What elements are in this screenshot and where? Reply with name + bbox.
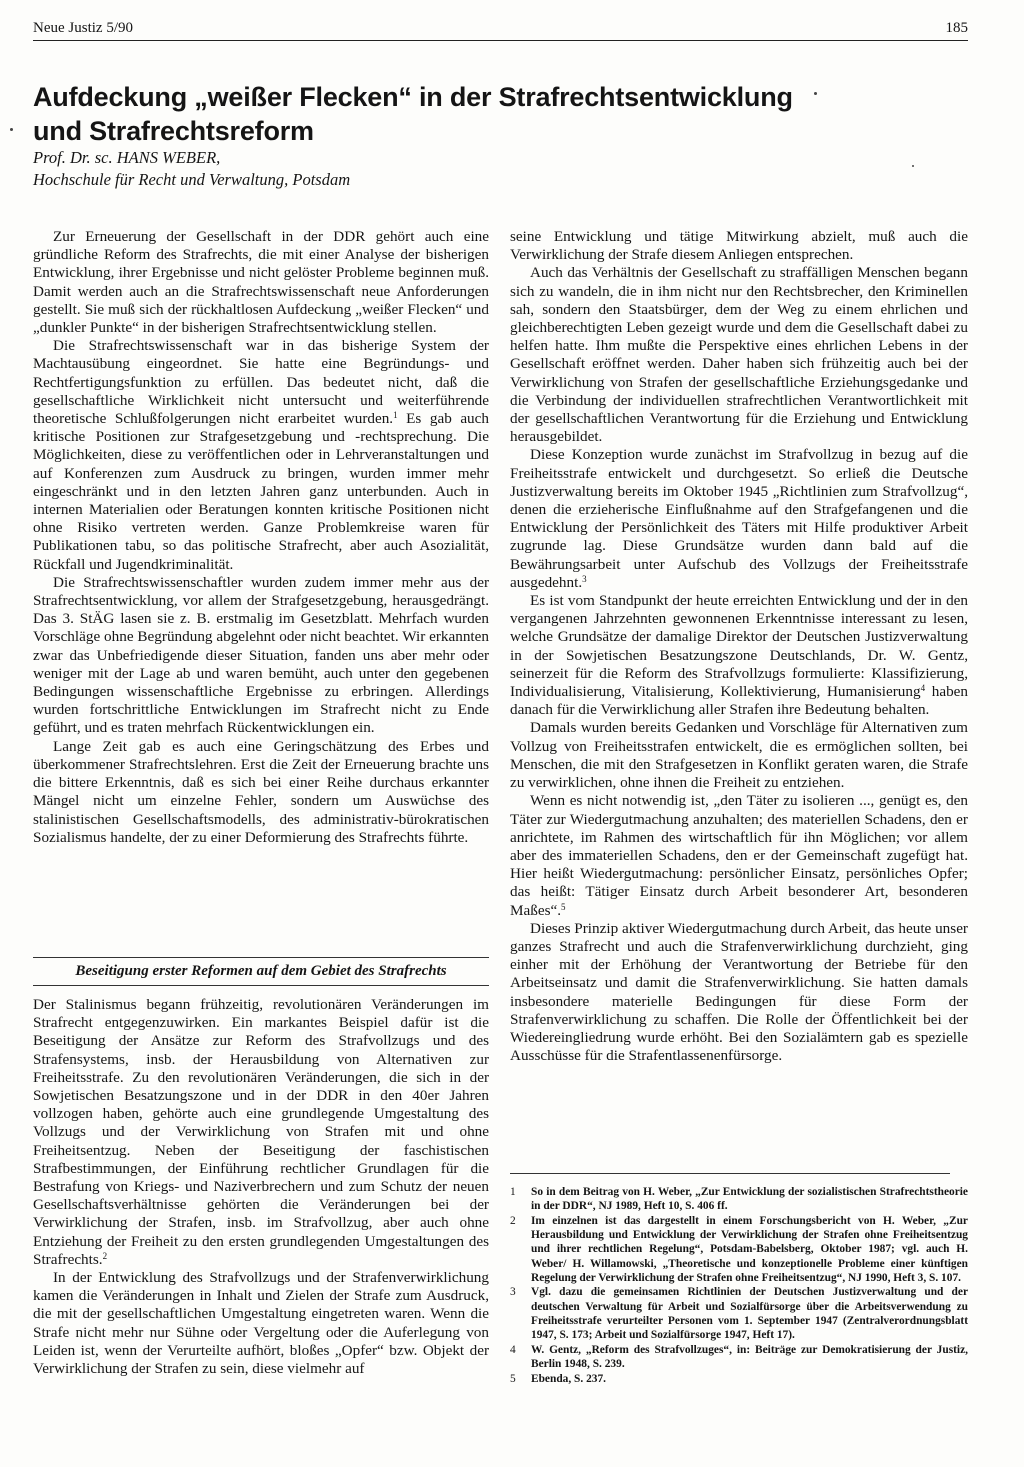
footnote-rule (510, 1173, 950, 1174)
paragraph: Dieses Prinzip aktiver Wiedergutmachung durch Arbeit, das heute unser ganzes Strafrecht und auch die Strafenverwirklichung durchzieht, ging einher mit der Erhöhung der Verantwortung der Betriebe für den Arbeitseinsatz und damit die Strafenverwirklichung. Sie hatten damals insbesondere materielle Bedingungen für diese Form der Strafenverwirklichung zu schaffen. Die Rolle der Öffentlichkeit bei der Wiedereingliedrung wurde erhöht. Bei den Sozialämtern gab es spezielle Ausschüsse für die Strafentlassenenfürsorge. (510, 919, 968, 1065)
scan-speck (912, 165, 914, 167)
page-number: 185 (945, 20, 968, 36)
footnote-ref: 5 (561, 901, 566, 912)
footnote-ref: 4 (920, 683, 926, 694)
paragraph: Der Stalinismus begann frühzeitig, revolutionären Veränderungen im Strafrecht entgegenzuwirken. Ein markantes Beispiel dafür ist die Beseitigung der Ansätze zur Reform des Strafvollzugs und des Strafensystems, insb. der Herausbildung von Alternativen zur Freiheitsstrafe. Zu den revolutionären Veränderungen, die sich in der Sowjetischen Besatzungszone und in der DDR in den 40er Jahren vollzogen haben, gehörte auch eine grundlegende Umgestaltung des Vollzugs und der Verwirklichung von Strafen mit und ohne Freiheitsentzug. Neben der Beseitigung der faschistischen Strafbestimmungen, der Einführung rechtlicher Grundlagen für die Bestrafung von Kriegs- und Naziverbrechern und zum Schutz der neuen Gesellschaftsverhältnisse gehörten die Veränderungen bei der Verwirklichung der Strafen, insb. im Strafvollzug, aber auch ohne Entziehung der Freiheit zu den ersten grundlegenden Umgestaltungen des Strafrechts.$^2$ (33, 996, 489, 1268)
left-column-bottom (33, 996, 489, 1378)
footnote-ref: 2 (102, 1250, 108, 1261)
article-title (33, 80, 933, 148)
footnote-ref: 1 (393, 410, 398, 421)
paragraph: Wenn es nicht notwendig ist, „den Täter zu isolieren ..., genügt es, den Täter zur Wiedergutmachung anzuhalten; des materiellen Schadens, den er anrichtete, im Rahmen des wirtschaftlich für ihn Möglichen; vor allem aber des immateriellen Schadens, den er der Gemeinschaft zugefügt hat. Hier heißt Wiedergutmachung: persönlicher Einsatz, persönliches Opfer; das heißt: Tätiger Einsatz durch Arbeit besonderer Art, besonderen Maßes“.$^5$ (510, 792, 968, 919)
title-line-2: und Strafrechtsreform (33, 116, 314, 146)
paragraph: Lange Zeit gab es auch eine Geringschätzung des Erbes und überkommener Strafrechtslehren. Erst die Zeit der Erneuerung brachte uns die bittere Erkenntnis, daß es sich bei einer Reihe durchaus erkannter Mängel nicht um einzelne Fehler, sondern um Auswüchse des stalinistischen Gesellschaftsmodells, des administrativ-bürokratischen Sozialismus handelte, der zu einer Deformierung des Strafrechts führte. (33, 737, 489, 846)
footnote: 1 So in dem Beitrag von H. Weber, „Zur Entwicklung der sozialistischen Strafrechtstheorie in der DDR“, NJ 1989, Heft 10, S. 406 ff. (510, 1186, 968, 1213)
left-column-top (33, 228, 489, 847)
author-block (33, 147, 733, 191)
author-affiliation: Hochschule für Recht und Verwaltung, Potsdam (33, 170, 351, 189)
paragraph: Damals wurden bereits Gedanken und Vorschläge für Alternativen zum Vollzug von Freiheitsstrafen entwickelt, die es ermöglichen sollten, bei Menschen, die mit den Strafgesetzen in Konflikt geraten waren, die Strafe zu verwirklichen, ohne ihnen die Freiheit zu entziehen. (510, 719, 968, 792)
paragraph: In der Entwicklung des Strafvollzugs und der Strafenverwirklichung kamen die Veränderungen in Inhalt und Zielen der Strafe zum Ausdruck, die mit der gesellschaftlichen Umgestaltung eingetreten waren. Wenn die Strafe nicht mehr nur Sühne oder Vergeltung oder die Auferlegung von Leiden ist, wenn der Verurteilte aufhört, bloßes „Opfer“ bzw. Objekt der Verwirklichung der Strafen zu sein, diese vielmehr auf (33, 1269, 489, 1378)
journal-issue: Neue Justiz 5/90 (33, 20, 133, 36)
footnote: 5 Ebenda, S. 237. (510, 1372, 607, 1385)
title-line-1: Aufdeckung „weißer Flecken“ in der Strafrechtsentwicklung (33, 82, 793, 112)
section-heading: Beseitigung erster Reformen auf dem Gebiet des Strafrechts (33, 957, 489, 986)
scan-speck (10, 128, 13, 131)
paragraph: Diese Konzeption wurde zunächst im Strafvollzug in bezug auf die Freiheitsstrafe entwickelt und durchgesetzt. So erließ die Deutsche Justizverwaltung bereits im Oktober 1945 „Richtlinien zum Strafvollzug“, denen die erzieherische Einflußnahme auf den Strafgefangenen und die Entwicklung der Persönlichkeit des Täters mit Hilfe produktiver Arbeit zugrunde lag. Diese Grundsätze wurden dann bald auf die Bewährungsarbeit unter Aufschub des Vollzugs der Freiheitsstrafe ausgedehnt.$^3$ (510, 446, 968, 591)
footnote: 4 W. Gentz, „Reform des Strafvollzuges“, in: Beiträge zur Demokratisierung der Justiz, Berlin 1948, S. 239. (510, 1343, 968, 1370)
paragraph: seine Entwicklung und tätige Mitwirkung abzielt, muß auch die Verwirklichung der Strafe diesem Anliegen entsprechen. (510, 228, 968, 264)
right-column (510, 228, 968, 1065)
scan-speck (814, 92, 817, 95)
running-header (33, 20, 968, 41)
paragraph: Die Strafrechtswissenschaft war in das bisherige System der Machtausübung eingeordnet. Sie hatte eine Begründungs- und Rechtfertigungsfunktion zu erfüllen. Das bedeutet nicht, daß die gesellschaftliche Wirklichkeit nicht untersucht und weiterführende theoretische Schlußfolgerungen nicht erarbeitet wurden.$^1$ Es gab auch kritische Positionen zur Strafgesetzgebung und -rechtsprechung. Die Möglichkeiten, diese zu veröffentlichen oder in Lehrveranstaltungen und auf Konferenzen zum Ausdruck zu bringen, wurden immer mehr eingeschränkt und in den letzten Jahren ganz unterbunden. Auch in internen Materialien oder Beratungen konnten kritische Positionen nicht ohne Risiko vertreten werden. Ganze Problemkreise waren für Publikationen tabu, so das politische Strafrecht, aber auch Asozialität, Rückfall und Jugendkriminalität. (33, 337, 489, 573)
footnote: 3 Vgl. dazu die gemeinsamen Richtlinien der Deutschen Justizverwaltung und der deutschen Verwaltung für Arbeit und Sozialfürsorge über die Arbeitsverwendung zu Freiheitsstrafe verurteilter Personen vom 1. September 1947 (Zentralverordnungsblatt 1947, S. 173; Arbeit und Sozialfürsorge 1947, Heft 17). (510, 1286, 968, 1342)
paragraph: Zur Erneuerung der Gesellschaft in der DDR gehört auch eine gründliche Reform des Strafrechts, die mit einer Analyse der bisherigen Entwicklung, ihrer Ergebnisse und nicht gelöster Probleme beginnen muß. Damit werden auch an die Strafrechtswissenschaft neue Anforderungen gestellt. Sie muß sich der rückhaltlosen Aufdeckung „weißer Flecken“ und „dunkler Punkte“ in der bisherigen Strafrechtsentwicklung stellen. (33, 228, 489, 337)
author-name: Prof. Dr. sc. HANS WEBER, (33, 148, 221, 167)
paragraph: Es ist vom Standpunkt der heute erreichten Entwicklung und der in den vergangenen Jahrzehnten gewonnenen Erkenntnisse interessant zu lesen, welche Grundsätze der damalige Direktor der Deutschen Justizverwaltung in der Sowjetischen Besatzungszone Deutschlands, Dr. W. Gentz, seinerzeit für die Reform des Strafvollzugs formulierte: Klassifizierung, Individualisierung, Vitalisierung, Kollektivierung, Humanisierung$^4$ haben danach für die Verwirklichung aller Strafen ihre Bedeutung behalten. (510, 592, 968, 719)
paragraph: Auch das Verhältnis der Gesellschaft zu straffälligen Menschen begann sich zu wandeln, die in ihm nicht nur den Rechtsbrecher, den Kriminellen sah, sondern den Staatsbürger, dem der Weg zu einem ehrlichen und gleichberechtigten Leben gezeigt wurde und dem die Gesellschaft dabei zu helfen hatte. Ihm mußte die Perspektive eines ehrlichen Lebens in der Gesellschaft eröffnet werden. Daher haben sich frühzeitig auch bei der Verwirklichung von Strafen der gesellschaftliche Erziehungsgedanke und die Verbindung der individuellen strafrechtlichen Verantwortlichkeit mit der gesellschaftlichen Verantwortung für die Erziehung und Entwicklung herausgebildet. (510, 264, 968, 446)
footnote-ref: 3 (582, 573, 587, 584)
footnote: 2 Im einzelnen ist das dargestellt in einem Forschungsbericht von H. Weber, „Zur Herausbildung und Entwicklung der Verwirklichung der Strafen ohne Freiheitsentzug und ihrer rechtlichen Regelung“, Potsdam-Babelsberg, Oktober 1987; vgl. auch H. Weber/ H. Willamowski, „Theoretische und konzeptionelle Probleme einer künftigen Regelung der Verwirklichung der Strafen ohne Freiheitsentzug“, NJ 1990, Heft 3, S. 107. (510, 1214, 968, 1284)
paragraph: Die Strafrechtswissenschaftler wurden zudem immer mehr aus der Strafrechtsentwicklung, vor allem der Strafgesetzgebung, herausgedrängt. Das 3. StÄG lasen sie z. B. erstmalig im Gesetzblatt. Mehrfach wurden Vorschläge ohne Begründung abgelehnt oder nicht beachtet. Wir erkannten zwar das Unbefriedigende dieser Situation, fanden uns aber mehr oder weniger mit der Lage ab und waren bemüht, auch unter den gegebenen Bedingungen wissenschaftliche Ergebnisse zu erbringen. Allerdings wurden fortschrittliche Entwicklungen im Strafrecht nicht zu Ende geführt, und es traten mehrfach Rückentwicklungen ein. (33, 573, 489, 737)
footnotes (510, 1185, 968, 1386)
